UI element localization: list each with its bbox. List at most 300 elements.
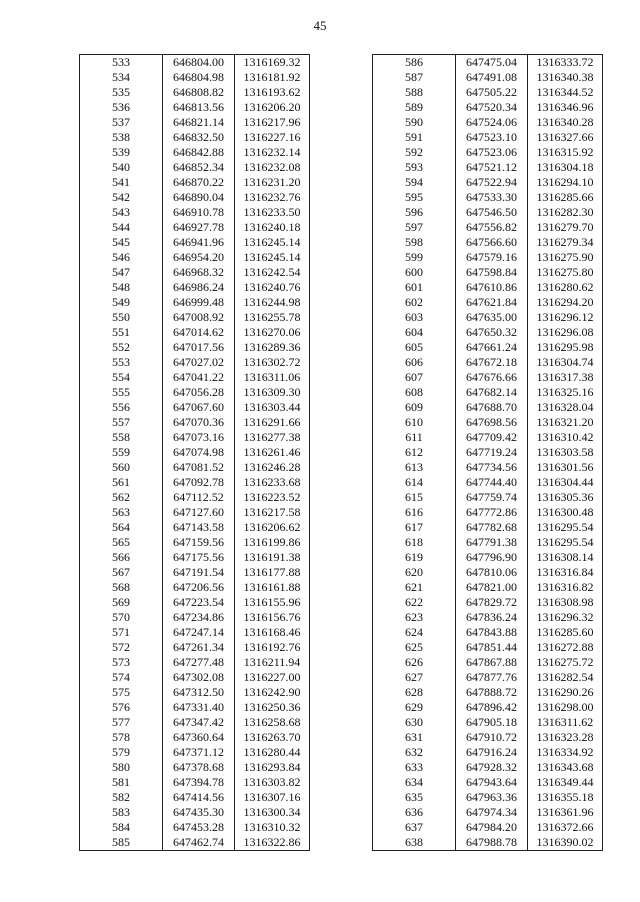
- point-number-cell: 629: [405, 700, 423, 714]
- y-coordinate-cell: 1316211.94: [235, 655, 310, 670]
- y-coordinate-cell: 1316323.28: [528, 730, 603, 745]
- x-coordinate-cell: 647277.48: [163, 655, 235, 670]
- point-number-cell: 562: [112, 490, 130, 504]
- table-row: [80, 205, 310, 220]
- y-coordinate-cell: 1316291.66: [235, 415, 310, 430]
- x-coordinate-cell: 647302.08: [163, 670, 235, 685]
- x-coordinate-cell: 647796.90: [456, 550, 528, 565]
- y-coordinate-cell: 1316346.96: [528, 100, 603, 115]
- x-coordinate-cell: 647963.36: [456, 790, 528, 805]
- table-row: [80, 730, 310, 745]
- y-coordinate-cell: 1316295.98: [528, 340, 603, 355]
- point-number-cell: 617: [405, 520, 423, 534]
- point-number-cell: 554: [112, 370, 130, 384]
- point-number-cell: 582: [112, 790, 130, 804]
- y-coordinate-cell: 1316333.72: [528, 55, 603, 71]
- point-number-cell: 534: [112, 70, 130, 84]
- table-row: [373, 610, 603, 625]
- y-coordinate-cell: 1316206.62: [235, 520, 310, 535]
- x-coordinate-cell: 647974.34: [456, 805, 528, 820]
- point-number-cell: 614: [405, 475, 423, 489]
- x-coordinate-cell: 647073.16: [163, 430, 235, 445]
- y-coordinate-cell: 1316309.30: [235, 385, 310, 400]
- table-row: [373, 775, 603, 790]
- x-coordinate-cell: 647191.54: [163, 565, 235, 580]
- table-row: [373, 55, 603, 71]
- x-coordinate-cell: 647234.86: [163, 610, 235, 625]
- table-row: [373, 445, 603, 460]
- table-row: [80, 340, 310, 355]
- y-coordinate-cell: 1316294.10: [528, 175, 603, 190]
- x-coordinate-cell: 647782.68: [456, 520, 528, 535]
- y-coordinate-cell: 1316340.28: [528, 115, 603, 130]
- y-coordinate-cell: 1316303.58: [528, 445, 603, 460]
- y-coordinate-cell: 1316244.98: [235, 295, 310, 310]
- point-number-cell: 551: [112, 325, 130, 339]
- x-coordinate-cell: 646941.96: [163, 235, 235, 250]
- table-row: [373, 160, 603, 175]
- table-row: [80, 355, 310, 370]
- point-number-cell: 564: [112, 520, 130, 534]
- x-coordinate-cell: 647810.06: [456, 565, 528, 580]
- point-number-cell: 603: [405, 310, 423, 324]
- point-number-cell: 552: [112, 340, 130, 354]
- y-coordinate-cell: 1316280.44: [235, 745, 310, 760]
- table-row: [80, 265, 310, 280]
- y-coordinate-cell: 1316240.18: [235, 220, 310, 235]
- x-coordinate-cell: 647143.58: [163, 520, 235, 535]
- x-coordinate-cell: 647414.56: [163, 790, 235, 805]
- x-coordinate-cell: 646804.00: [163, 55, 235, 71]
- table-row: [80, 295, 310, 310]
- y-coordinate-cell: 1316245.14: [235, 235, 310, 250]
- point-number-cell: 591: [405, 130, 423, 144]
- x-coordinate-cell: 647566.60: [456, 235, 528, 250]
- y-coordinate-cell: 1316227.16: [235, 130, 310, 145]
- table-row: [80, 55, 310, 71]
- x-coordinate-cell: 647112.52: [163, 490, 235, 505]
- y-coordinate-cell: 1316303.44: [235, 400, 310, 415]
- y-coordinate-cell: 1316343.68: [528, 760, 603, 775]
- point-number-cell: 637: [405, 820, 423, 834]
- y-coordinate-cell: 1316334.92: [528, 745, 603, 760]
- point-number-cell: 556: [112, 400, 130, 414]
- x-coordinate-cell: 646910.78: [163, 205, 235, 220]
- point-number-cell: 579: [112, 745, 130, 759]
- table-row: [373, 370, 603, 385]
- table-row: [373, 130, 603, 145]
- y-coordinate-cell: 1316199.86: [235, 535, 310, 550]
- table-row: [80, 505, 310, 520]
- point-number-cell: 585: [112, 835, 130, 849]
- point-number-cell: 595: [405, 190, 423, 204]
- table-row: [80, 700, 310, 715]
- y-coordinate-cell: 1316322.86: [235, 835, 310, 851]
- x-coordinate-cell: 647688.70: [456, 400, 528, 415]
- y-coordinate-cell: 1316316.84: [528, 565, 603, 580]
- x-coordinate-cell: 647682.14: [456, 385, 528, 400]
- point-number-cell: 581: [112, 775, 130, 789]
- y-coordinate-cell: 1316232.76: [235, 190, 310, 205]
- point-number-cell: 623: [405, 610, 423, 624]
- x-coordinate-cell: 647522.94: [456, 175, 528, 190]
- table-row: [80, 565, 310, 580]
- table-row: [80, 430, 310, 445]
- x-coordinate-cell: 647698.56: [456, 415, 528, 430]
- x-coordinate-cell: 647791.38: [456, 535, 528, 550]
- table-row: [373, 580, 603, 595]
- table-row: [373, 835, 603, 851]
- table-row: [373, 340, 603, 355]
- table-row: [80, 520, 310, 535]
- x-coordinate-cell: 647081.52: [163, 460, 235, 475]
- table-row: [80, 280, 310, 295]
- point-number-cell: 593: [405, 160, 423, 174]
- x-coordinate-cell: 647928.32: [456, 760, 528, 775]
- x-coordinate-cell: 647127.60: [163, 505, 235, 520]
- x-coordinate-cell: 647261.34: [163, 640, 235, 655]
- x-coordinate-cell: 647650.32: [456, 325, 528, 340]
- point-number-cell: 634: [405, 775, 423, 789]
- x-coordinate-cell: 647008.92: [163, 310, 235, 325]
- y-coordinate-cell: 1316300.48: [528, 505, 603, 520]
- point-number-cell: 570: [112, 610, 130, 624]
- x-coordinate-cell: 647056.28: [163, 385, 235, 400]
- x-coordinate-cell: 647067.60: [163, 400, 235, 415]
- table-row: [373, 520, 603, 535]
- point-number-cell: 568: [112, 580, 130, 594]
- point-number-cell: 567: [112, 565, 130, 579]
- point-number-cell: 638: [405, 835, 423, 849]
- y-coordinate-cell: 1316280.62: [528, 280, 603, 295]
- x-coordinate-cell: 647014.62: [163, 325, 235, 340]
- x-coordinate-cell: 647505.22: [456, 85, 528, 100]
- point-number-cell: 563: [112, 505, 130, 519]
- x-coordinate-cell: 647453.28: [163, 820, 235, 835]
- table-row: [373, 235, 603, 250]
- table-row: [373, 490, 603, 505]
- table-row: [373, 745, 603, 760]
- table-row: [373, 820, 603, 835]
- point-number-cell: 587: [405, 70, 423, 84]
- x-coordinate-cell: 647759.74: [456, 490, 528, 505]
- x-coordinate-cell: 647041.22: [163, 370, 235, 385]
- y-coordinate-cell: 1316310.32: [235, 820, 310, 835]
- y-coordinate-cell: 1316206.20: [235, 100, 310, 115]
- table-row: [80, 655, 310, 670]
- table-row: [373, 565, 603, 580]
- y-coordinate-cell: 1316285.66: [528, 190, 603, 205]
- table-row: [373, 790, 603, 805]
- y-coordinate-cell: 1316289.36: [235, 340, 310, 355]
- table-row: [373, 595, 603, 610]
- table-row: [373, 640, 603, 655]
- point-number-cell: 627: [405, 670, 423, 684]
- point-number-cell: 557: [112, 415, 130, 429]
- point-number-cell: 618: [405, 535, 423, 549]
- point-number-cell: 616: [405, 505, 423, 519]
- x-coordinate-cell: 647610.86: [456, 280, 528, 295]
- table-row: [80, 385, 310, 400]
- point-number-cell: 613: [405, 460, 423, 474]
- table-row: [373, 415, 603, 430]
- x-coordinate-cell: 646842.88: [163, 145, 235, 160]
- y-coordinate-cell: 1316321.20: [528, 415, 603, 430]
- y-coordinate-cell: 1316301.56: [528, 460, 603, 475]
- point-number-cell: 559: [112, 445, 130, 459]
- table-row: [373, 265, 603, 280]
- x-coordinate-cell: 647988.78: [456, 835, 528, 851]
- table-row: [80, 595, 310, 610]
- point-number-cell: 555: [112, 385, 130, 399]
- table-row: [80, 610, 310, 625]
- table-row: [80, 115, 310, 130]
- x-coordinate-cell: 647206.56: [163, 580, 235, 595]
- y-coordinate-cell: 1316223.52: [235, 490, 310, 505]
- y-coordinate-cell: 1316169.32: [235, 55, 310, 71]
- point-number-cell: 607: [405, 370, 423, 384]
- point-number-cell: 604: [405, 325, 423, 339]
- table-row: [373, 100, 603, 115]
- point-number-cell: 533: [112, 55, 130, 69]
- table-row: [373, 205, 603, 220]
- point-number-cell: 597: [405, 220, 423, 234]
- x-coordinate-cell: 647521.12: [456, 160, 528, 175]
- table-row: [80, 775, 310, 790]
- table-row: [373, 505, 603, 520]
- table-row: [80, 130, 310, 145]
- point-number-cell: 578: [112, 730, 130, 744]
- point-number-cell: 565: [112, 535, 130, 549]
- table-row: [373, 475, 603, 490]
- table-row: [373, 760, 603, 775]
- y-coordinate-cell: 1316217.58: [235, 505, 310, 520]
- point-number-cell: 549: [112, 295, 130, 309]
- y-coordinate-cell: 1316302.72: [235, 355, 310, 370]
- point-number-cell: 550: [112, 310, 130, 324]
- y-coordinate-cell: 1316168.46: [235, 625, 310, 640]
- y-coordinate-cell: 1316261.46: [235, 445, 310, 460]
- x-coordinate-cell: 647491.08: [456, 70, 528, 85]
- x-coordinate-cell: 647888.72: [456, 685, 528, 700]
- x-coordinate-cell: 647533.30: [456, 190, 528, 205]
- table-row: [373, 295, 603, 310]
- table-row: [373, 85, 603, 100]
- y-coordinate-cell: 1316340.38: [528, 70, 603, 85]
- table-row: [80, 685, 310, 700]
- x-coordinate-cell: 647462.74: [163, 835, 235, 851]
- x-coordinate-cell: 647943.64: [456, 775, 528, 790]
- point-number-cell: 584: [112, 820, 130, 834]
- x-coordinate-cell: 647360.64: [163, 730, 235, 745]
- y-coordinate-cell: 1316325.16: [528, 385, 603, 400]
- table-row: [80, 475, 310, 490]
- point-number-cell: 624: [405, 625, 423, 639]
- point-number-cell: 560: [112, 460, 130, 474]
- x-coordinate-cell: 646852.34: [163, 160, 235, 175]
- table-row: [373, 550, 603, 565]
- y-coordinate-cell: 1316390.02: [528, 835, 603, 851]
- y-coordinate-cell: 1316232.08: [235, 160, 310, 175]
- y-coordinate-cell: 1316295.54: [528, 520, 603, 535]
- point-number-cell: 612: [405, 445, 423, 459]
- x-coordinate-cell: 647378.68: [163, 760, 235, 775]
- y-coordinate-cell: 1316191.38: [235, 550, 310, 565]
- y-coordinate-cell: 1316307.16: [235, 790, 310, 805]
- y-coordinate-cell: 1316305.36: [528, 490, 603, 505]
- point-number-cell: 573: [112, 655, 130, 669]
- y-coordinate-cell: 1316317.38: [528, 370, 603, 385]
- y-coordinate-cell: 1316270.06: [235, 325, 310, 340]
- y-coordinate-cell: 1316246.28: [235, 460, 310, 475]
- x-coordinate-cell: 646813.56: [163, 100, 235, 115]
- point-number-cell: 541: [112, 175, 130, 189]
- y-coordinate-cell: 1316310.42: [528, 430, 603, 445]
- table-row: [373, 460, 603, 475]
- point-number-cell: 575: [112, 685, 130, 699]
- x-coordinate-cell: 647621.84: [456, 295, 528, 310]
- y-coordinate-cell: 1316308.14: [528, 550, 603, 565]
- table-row: [80, 220, 310, 235]
- point-number-cell: 630: [405, 715, 423, 729]
- point-number-cell: 621: [405, 580, 423, 594]
- point-number-cell: 594: [405, 175, 423, 189]
- table-row: [373, 325, 603, 340]
- x-coordinate-cell: 647635.00: [456, 310, 528, 325]
- point-number-cell: 571: [112, 625, 130, 639]
- table-row: [80, 715, 310, 730]
- x-coordinate-cell: 647523.06: [456, 145, 528, 160]
- y-coordinate-cell: 1316327.66: [528, 130, 603, 145]
- point-number-cell: 558: [112, 430, 130, 444]
- point-number-cell: 548: [112, 280, 130, 294]
- point-number-cell: 561: [112, 475, 130, 489]
- x-coordinate-cell: 647435.30: [163, 805, 235, 820]
- table-row: [80, 670, 310, 685]
- x-coordinate-cell: 647877.76: [456, 670, 528, 685]
- x-coordinate-cell: 647394.78: [163, 775, 235, 790]
- point-number-cell: 609: [405, 400, 423, 414]
- y-coordinate-cell: 1316316.82: [528, 580, 603, 595]
- point-number-cell: 599: [405, 250, 423, 264]
- x-coordinate-cell: 647672.18: [456, 355, 528, 370]
- point-number-cell: 628: [405, 685, 423, 699]
- y-coordinate-cell: 1316282.54: [528, 670, 603, 685]
- y-coordinate-cell: 1316298.00: [528, 700, 603, 715]
- x-coordinate-cell: 647843.88: [456, 625, 528, 640]
- point-number-cell: 590: [405, 115, 423, 129]
- x-coordinate-cell: 647475.04: [456, 55, 528, 71]
- point-number-cell: 601: [405, 280, 423, 294]
- x-coordinate-cell: 647070.36: [163, 415, 235, 430]
- x-coordinate-cell: 647524.06: [456, 115, 528, 130]
- point-number-cell: 588: [405, 85, 423, 99]
- point-number-cell: 589: [405, 100, 423, 114]
- x-coordinate-cell: 647523.10: [456, 130, 528, 145]
- x-coordinate-cell: 647905.18: [456, 715, 528, 730]
- point-number-cell: 625: [405, 640, 423, 654]
- table-row: [373, 175, 603, 190]
- y-coordinate-cell: 1316155.96: [235, 595, 310, 610]
- point-number-cell: 611: [405, 430, 423, 444]
- y-coordinate-cell: 1316240.76: [235, 280, 310, 295]
- table-row: [80, 745, 310, 760]
- x-coordinate-cell: 647556.82: [456, 220, 528, 235]
- y-coordinate-cell: 1316293.84: [235, 760, 310, 775]
- x-coordinate-cell: 647821.00: [456, 580, 528, 595]
- x-coordinate-cell: 647159.56: [163, 535, 235, 550]
- table-row: [373, 145, 603, 160]
- y-coordinate-cell: 1316263.70: [235, 730, 310, 745]
- table-row: [80, 760, 310, 775]
- x-coordinate-cell: 647719.24: [456, 445, 528, 460]
- point-number-cell: 547: [112, 265, 130, 279]
- table-row: [373, 250, 603, 265]
- table-row: [373, 400, 603, 415]
- x-coordinate-cell: 647027.02: [163, 355, 235, 370]
- table-row: [80, 640, 310, 655]
- x-coordinate-cell: 646890.04: [163, 190, 235, 205]
- table-row: [80, 580, 310, 595]
- y-coordinate-cell: 1316296.32: [528, 610, 603, 625]
- y-coordinate-cell: 1316304.44: [528, 475, 603, 490]
- y-coordinate-cell: 1316315.92: [528, 145, 603, 160]
- point-number-cell: 632: [405, 745, 423, 759]
- table-row: [80, 235, 310, 250]
- point-number-cell: 600: [405, 265, 423, 279]
- x-coordinate-cell: 647984.20: [456, 820, 528, 835]
- point-number-cell: 626: [405, 655, 423, 669]
- table-row: [80, 100, 310, 115]
- point-number-cell: 540: [112, 160, 130, 174]
- point-number-cell: 546: [112, 250, 130, 264]
- table-row: [373, 280, 603, 295]
- table-row: [373, 685, 603, 700]
- table-row: [373, 220, 603, 235]
- table-row: [80, 460, 310, 475]
- y-coordinate-cell: 1316277.38: [235, 430, 310, 445]
- table-row: [373, 805, 603, 820]
- point-number-cell: 580: [112, 760, 130, 774]
- x-coordinate-cell: 647223.54: [163, 595, 235, 610]
- x-coordinate-cell: 647247.14: [163, 625, 235, 640]
- y-coordinate-cell: 1316250.36: [235, 700, 310, 715]
- table-row: [80, 190, 310, 205]
- y-coordinate-cell: 1316328.04: [528, 400, 603, 415]
- y-coordinate-cell: 1316177.88: [235, 565, 310, 580]
- x-coordinate-cell: 646821.14: [163, 115, 235, 130]
- y-coordinate-cell: 1316217.96: [235, 115, 310, 130]
- table-row: [373, 385, 603, 400]
- table-row: [80, 250, 310, 265]
- y-coordinate-cell: 1316233.68: [235, 475, 310, 490]
- point-number-cell: 572: [112, 640, 130, 654]
- point-number-cell: 576: [112, 700, 130, 714]
- y-coordinate-cell: 1316275.72: [528, 655, 603, 670]
- point-number-cell: 574: [112, 670, 130, 684]
- y-coordinate-cell: 1316285.60: [528, 625, 603, 640]
- y-coordinate-cell: 1316227.00: [235, 670, 310, 685]
- y-coordinate-cell: 1316275.90: [528, 250, 603, 265]
- x-coordinate-cell: 647347.42: [163, 715, 235, 730]
- coordinate-table-right: [372, 54, 603, 851]
- x-coordinate-cell: 647175.56: [163, 550, 235, 565]
- x-coordinate-cell: 647371.12: [163, 745, 235, 760]
- point-number-cell: 566: [112, 550, 130, 564]
- y-coordinate-cell: 1316344.52: [528, 85, 603, 100]
- x-coordinate-cell: 647772.86: [456, 505, 528, 520]
- y-coordinate-cell: 1316308.98: [528, 595, 603, 610]
